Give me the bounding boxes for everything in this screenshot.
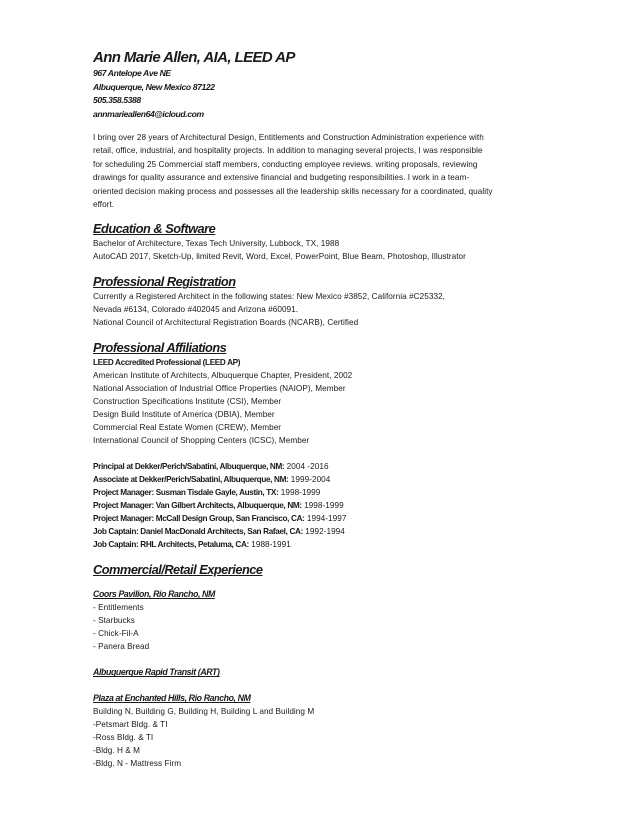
- position-years: 1998-1999: [280, 488, 321, 498]
- affiliation-item: Design Build Institute of America (DBIA), Member: [93, 410, 275, 420]
- position-item: [93, 486, 553, 499]
- project-item: Building N, Building G, Building H, Building L and Building M: [93, 707, 315, 717]
- project-item: - Chick-Fil-A: [93, 629, 139, 639]
- project-title: Coors Pavilion, Rio Rancho, NM: [93, 589, 215, 600]
- project-item: -Ross Bldg. & TI: [93, 733, 154, 743]
- project-title: Albuquerque Rapid Transit (ART): [93, 667, 220, 678]
- summary-paragraph: [93, 131, 553, 211]
- summary-line: retail, office, industrial, and hospitality projects. In addition to managing several projects, I was responsible: [93, 146, 483, 156]
- position-item: [93, 538, 553, 551]
- summary-line: effort.: [93, 200, 115, 210]
- position-years: 1999-2004: [290, 475, 331, 485]
- position-title: Project Manager: McCall Design Group, San Francisco, CA:: [93, 514, 305, 524]
- experience-section: [93, 562, 553, 770]
- position-years: 1998-1999: [304, 501, 344, 511]
- position-title: Job Captain: Daniel MacDonald Architects, San Rafael, CA:: [93, 527, 303, 537]
- project-title: Plaza at Enchanted Hills, Rio Rancho, NM: [93, 693, 251, 704]
- spacer: [93, 447, 553, 460]
- position-item: [93, 499, 553, 512]
- summary-line: for scheduling 25 Commercial staff members, conducting employee reviews. writing proposals, reviewing: [93, 159, 478, 169]
- affiliations-heading: Professional Affiliations: [93, 340, 227, 356]
- position-years: 1988-1991: [251, 540, 291, 550]
- address-line-1: 967 Antelope Ave NE: [93, 68, 171, 78]
- position-item: [93, 525, 553, 538]
- affiliation-item: National Association of Industrial Office Properties (NAIOP), Member: [93, 384, 346, 394]
- position-item: [93, 460, 553, 473]
- affiliation-item: Commercial Real Estate Women (CREW), Member: [93, 423, 282, 433]
- position-title: Associate at Dekker/Perich/Sabatini, Albuquerque, NM:: [93, 475, 289, 485]
- registration-line: Nevada #6134, Colorado #402045 and Arizona #60091.: [93, 305, 299, 315]
- candidate-name: Ann Marie Allen, AIA, LEED AP: [93, 49, 295, 66]
- affiliations-section: [93, 340, 553, 551]
- project-item: - Panera Bread: [93, 642, 150, 652]
- education-line: Bachelor of Architecture, Texas Tech University, Lubbock, TX, 1988: [93, 239, 340, 249]
- position-title: Project Manager: Van Gilbert Architects, Albuquerque, NM:: [93, 501, 302, 511]
- project-item: -Petsmart Bldg. & TI: [93, 720, 168, 730]
- registration-line: National Council of Architectural Registration Boards (NCARB), Certified: [93, 318, 359, 328]
- education-heading: Education & Software: [93, 221, 216, 237]
- project-item: -Bldg. N - Mattress Firm: [93, 759, 182, 769]
- position-years: 2004 -2016: [286, 462, 329, 472]
- position-years: 1992-1994: [305, 527, 345, 537]
- project-plaza: [93, 692, 553, 770]
- affiliation-item: Construction Specifications Institute (CSI), Member: [93, 397, 282, 407]
- affiliation-item: American Institute of Architects, Albuquerque Chapter, President, 2002: [93, 371, 353, 381]
- resume-header: [93, 48, 553, 121]
- software-line: AutoCAD 2017, Sketch-Up, limited Revit, Word, Excel, PowerPoint, Blue Beam, Photoshop, Illustrator: [93, 252, 466, 262]
- project-coors: [93, 588, 553, 653]
- registration-line: Currently a Registered Architect in the following states: New Mexico #3852, California #C25332,: [93, 292, 445, 302]
- address-line-2: Albuquerque, New Mexico 87122: [93, 81, 215, 92]
- registration-section: [93, 274, 553, 329]
- registration-heading: Professional Registration: [93, 274, 236, 290]
- project-item: -Bldg. H & M: [93, 746, 141, 756]
- leed-credential: LEED Accredited Professional (LEED AP): [93, 358, 241, 368]
- project-item: - Entitlements: [93, 603, 144, 613]
- position-title: Project Manager: Susman Tisdale Gayle, Austin, TX:: [93, 488, 279, 498]
- email-address: annmarieallen64@icloud.com: [93, 108, 204, 119]
- education-section: [93, 221, 553, 263]
- summary-line: drawings for quality assurance and extensive financial and budgeting responsibilities. I work in a team-: [93, 173, 470, 183]
- phone-number: 505.358.5388: [93, 95, 141, 105]
- position-title: Principal at Dekker/Perich/Sabatini, Albuquerque, NM:: [93, 462, 285, 472]
- project-art: [93, 666, 553, 679]
- position-item: [93, 473, 553, 486]
- summary-line: I bring over 28 years of Architectural Design, Entitlements and Construction Administration experience with: [93, 133, 484, 142]
- position-title: Job Captain: RHL Architects, Petaluma, CA:: [93, 540, 249, 550]
- project-item: - Starbucks: [93, 616, 135, 626]
- position-item: [93, 512, 553, 525]
- affiliation-item: International Council of Shopping Centers (ICSC), Member: [93, 436, 310, 446]
- summary-line: oriented decision making process and possesses all the leadership skills necessary for a coordinated, quality: [93, 186, 493, 196]
- resume-page: [93, 48, 553, 770]
- position-years: 1994-1997: [306, 514, 347, 524]
- position-list: [93, 460, 553, 551]
- experience-heading: Commercial/Retail Experience: [93, 562, 263, 578]
